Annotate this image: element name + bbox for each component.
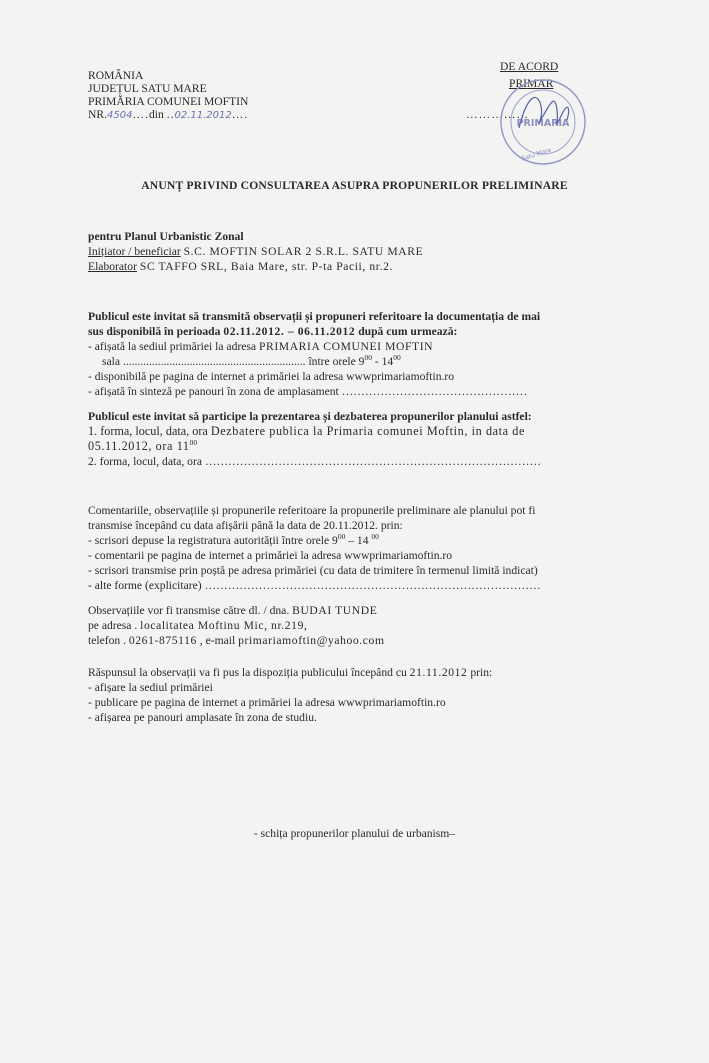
availability-heading-1: Publicul este invitat să transmită observații și propuneri referitoare la documentația de mai [88, 310, 541, 323]
registration-number: NR.4504….din ..02.11.2012…. [88, 108, 249, 121]
seal-text: PRIMARIA [516, 118, 570, 129]
hours-end: - 14 [371, 355, 394, 368]
availability-section [88, 309, 658, 399]
response-label-end: prin: [467, 666, 493, 679]
response-item-1: - afișare la sediul primăriei [88, 681, 213, 694]
debate-section [88, 409, 658, 469]
contact-email-value: primariamoftin@yahoo.com [238, 634, 385, 647]
contact-address-line [88, 618, 658, 633]
hours-end-sup: 00 [393, 353, 401, 362]
country: ROMÂNIA [88, 69, 144, 82]
debate-item-1 [88, 424, 658, 439]
din-label: din [148, 108, 164, 121]
response-line [88, 665, 658, 680]
comments-line-2: transmise începând cu data afișării până la data de 20.11.2012. prin: [88, 519, 403, 532]
comments-item-2: - comentarii pe pagina de internet a primăriei la adresa wwwprimariamoftin.ro [88, 549, 453, 562]
din-value: 02.11.2012 [174, 110, 232, 121]
official-seal-icon [497, 76, 589, 168]
contact-address-label: pe adresa . [88, 619, 141, 632]
document-title: ANUNȚ PRIVIND CONSULTAREA ASUPRA PROPUNERILOR PRELIMINARE [141, 179, 568, 192]
availability-heading-end: după cum urmează: [355, 325, 458, 338]
town-hall: PRIMĂRIA COMUNEI MOFTIN [88, 95, 249, 108]
room-label: sala [102, 355, 121, 368]
contact-section [88, 603, 658, 648]
hours-start-sup: 00 [364, 353, 372, 362]
debate-item-2: 2. forma, locul, data, ora …………………………………………………………………………… [88, 455, 542, 468]
response-section [88, 665, 658, 725]
elaborator-line [88, 259, 658, 274]
debate-item-1-value: Dezbatere publica la Primaria comunei Moftin, in data de [210, 424, 526, 438]
comments-hours-end: – 14 [345, 534, 372, 547]
response-item-2: - publicare pe pagina de internet a primăriei la adresa wwwprimariamoftin.ro [88, 696, 446, 709]
debate-time-sup: 00 [189, 438, 198, 447]
availability-item-1 [88, 339, 658, 354]
contact-phone-line [88, 633, 658, 648]
comments-line-1: Comentariile, observațiile și propunerile referitoare la propunerile preliminare ale planului pot fi [88, 504, 536, 517]
initiator-label: Inițiator / beneficiar [88, 245, 181, 258]
room-dots: ............................................................... [122, 355, 306, 368]
nr-value: 4504 [107, 110, 133, 121]
signature-line: …………… [466, 108, 529, 121]
contact-person-label: Observațiile vor fi transmise către dl. / dna. [88, 604, 293, 617]
comments-hours-start-sup: 00 [337, 532, 346, 541]
debate-heading: Publicul este invitat să participe la prezentarea și dezbaterea propunerilor planului astfel: [88, 410, 532, 423]
availability-item-3: - afișată în sinteză pe panouri în zona de amplasament ………………………………………… [88, 385, 528, 398]
availability-dates: 02.11.2012. – 06.11.2012 [223, 325, 356, 338]
debate-item-1-continued [88, 439, 658, 454]
contact-address-value: localitatea Moftinu Mic, nr.219, [140, 619, 308, 632]
initiator-line [88, 244, 658, 259]
elaborator-label: Elaborator [88, 260, 137, 273]
plan-info [88, 229, 658, 274]
comments-item-3: - scrisori transmise prin poștă pe adresa primăriei (cu data de trimitere în termenul limită indicat) [88, 564, 538, 577]
contact-phone-value: 0261-875116 [128, 634, 197, 647]
availability-item-1-room [88, 354, 658, 369]
issuer-header [88, 69, 248, 122]
availability-heading-2 [88, 324, 658, 339]
hours-label: între orele 9 [305, 355, 365, 368]
comments-section [88, 503, 658, 593]
comments-item-1 [88, 533, 658, 548]
availability-item-2: - disponibilă pe pagina de internet a primăriei la adresa wwwprimariamoftin.ro [88, 370, 455, 383]
county: JUDEȚUL SATU MARE [88, 82, 207, 95]
response-item-3: - afișarea pe panouri amplasate în zona de studiu. [88, 711, 317, 724]
comments-item-1-text: - scrisori depuse la registratura autorității între orele 9 [88, 534, 338, 547]
comments-hours-end-sup: 00 [371, 532, 379, 541]
debate-item-1-label: 1. forma, locul, data, ora [88, 424, 211, 438]
approval-label: DE ACORD [500, 60, 559, 73]
elaborator-value: SC TAFFO SRL, Baia Mare, str. P-ta Pacii, nr.2. [139, 260, 393, 273]
mayor-label: PRIMAR [509, 77, 554, 90]
contact-person-name: BUDAI TUNDE [292, 604, 378, 617]
contact-email-label: , e-mail [196, 634, 239, 647]
availability-item-1-text: - afișată la sediul primăriei la adresa [88, 340, 259, 353]
plan-label: pentru Planul Urbanistic Zonal [88, 230, 244, 243]
contact-phone-label: telefon . [88, 634, 129, 647]
nr-label: NR. [88, 108, 108, 121]
sketch-caption: - schița propunerilor planului de urbanism– [253, 827, 456, 840]
comments-item-4: - alte forme (explicitare) …………………………………………………………………………… [88, 579, 541, 592]
debate-date-time: 05.11.2012, ora 11 [88, 439, 190, 453]
availability-period-label: sus disponibilă în perioada [88, 325, 224, 338]
response-label: Răspunsul la observații va fi pus la dispoziția publicului începând cu [88, 666, 410, 679]
response-date: 21.11.2012 [409, 666, 468, 679]
contact-person-line [88, 603, 658, 618]
initiator-value: S.C. MOFTIN SOLAR 2 S.R.L. SATU MARE [183, 245, 424, 258]
seal-text-bottom: Satu Mare [520, 146, 553, 163]
availability-item-1-address: PRIMARIA COMUNEI MOFTIN [258, 340, 434, 353]
